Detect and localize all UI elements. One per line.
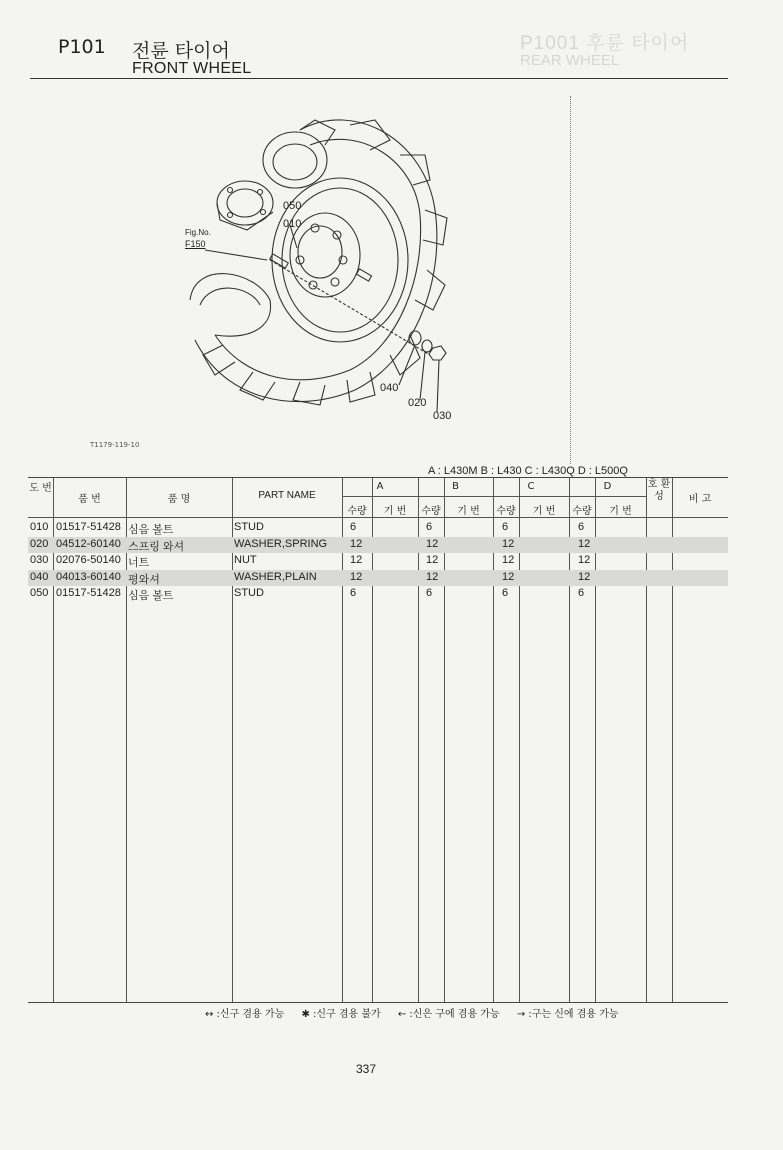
table-row (28, 520, 728, 536)
col-header-qty-c: 수량 (496, 506, 516, 517)
col-header-group-d: D (603, 481, 612, 492)
col-header-compat: 호 환 성 (647, 479, 671, 502)
cell-name-en: STUD (234, 521, 264, 533)
callout-040: 040 (380, 382, 399, 394)
cell-part-no: 04512-60140 (56, 537, 121, 550)
col-header-group-c: C (527, 481, 535, 492)
model-legend: A : L430M B : L430 C : L430Q D : L500Q (428, 465, 628, 477)
table-row (28, 586, 728, 602)
cell-b: 6 (426, 587, 433, 599)
footer-note-2: ✱ :신구 겸용 불가 (301, 1009, 381, 1020)
parts-table (28, 477, 728, 1003)
cell-d: 6 (578, 587, 585, 599)
header-rule (30, 78, 728, 79)
cell-a: 6 (350, 521, 357, 533)
table-row (28, 570, 728, 586)
cell-b: 12 (426, 570, 439, 583)
callout-020: 020 (408, 397, 427, 409)
page-number: 337 (356, 1062, 377, 1076)
cell-d: 12 (578, 554, 591, 566)
cell-name-kr: 너트 (128, 557, 150, 569)
col-header-remarks: 비 고 (688, 494, 712, 505)
col-header-qty-a: 수량 (347, 506, 367, 517)
cell-name-kr: 심음 볼트 (128, 590, 174, 602)
cell-c: 12 (502, 570, 515, 583)
footer-note-4: → :구는 신에 겸용 가능 (516, 1009, 619, 1020)
cell-b: 12 (426, 537, 439, 550)
table-row (28, 553, 728, 569)
col-header-group-b: B (452, 481, 459, 492)
footer-note-3: ← :신은 구에 겸용 가능 (397, 1009, 500, 1020)
cell-d: 12 (578, 570, 591, 583)
cell-b: 12 (426, 554, 439, 566)
figure-reference-code: T1179-119-10 (90, 441, 140, 449)
col-header-code-c: 기 번 (532, 506, 556, 517)
front-wheel-drawing (175, 100, 575, 440)
section-title-korean: 전륜 타이어 (132, 40, 230, 62)
cell-name-en: WASHER,PLAIN (234, 570, 317, 583)
callout-050: 050 (283, 200, 302, 212)
col-header-code-d: 기 번 (609, 506, 632, 517)
col-header-code-a: 기 번 (383, 506, 407, 517)
col-header-name-en: PART NAME (258, 490, 316, 501)
cell-a: 12 (350, 570, 363, 583)
col-header-qty-d: 수량 (572, 506, 592, 517)
footer-note-1: ↔ :신구 겸용 가능 (205, 1009, 285, 1020)
cell-no: 020 (30, 537, 49, 550)
cell-b: 6 (426, 521, 433, 533)
cell-c: 6 (502, 587, 509, 599)
compatibility-footer (205, 1005, 633, 1020)
cell-no: 040 (30, 570, 49, 583)
cell-no: 010 (30, 521, 49, 533)
cell-d: 6 (578, 521, 585, 533)
cell-c: 12 (502, 537, 515, 550)
cell-name-en: WASHER,SPRING (234, 537, 328, 550)
cell-a: 12 (350, 554, 363, 566)
cell-part-no: 04013-60140 (56, 570, 121, 583)
cell-c: 6 (502, 521, 509, 533)
cell-no: 050 (30, 587, 49, 599)
col-header-no: 도 번 (29, 483, 52, 494)
col-header-part-no: 품 번 (78, 494, 101, 505)
cell-a: 6 (350, 587, 357, 599)
cell-part-no: 01517-51428 (56, 521, 121, 533)
section-title-english: FRONT WHEEL (132, 60, 252, 77)
cell-part-no: 01517-51428 (56, 587, 121, 599)
bleed-through-title: P1001 후륜 타이어 (520, 33, 690, 54)
col-header-group-a: A (376, 481, 384, 492)
table-row (28, 537, 728, 553)
bleed-through-subtitle: REAR WHEEL (520, 52, 620, 69)
fig-no-value: F150 (185, 239, 206, 249)
cell-a: 12 (350, 537, 363, 550)
cell-name-en: NUT (234, 554, 257, 566)
cell-name-kr: 심음 볼트 (128, 524, 174, 536)
cell-name-kr: 평와셔 (128, 573, 160, 586)
cell-name-en: STUD (234, 587, 264, 599)
cell-no: 030 (30, 554, 49, 566)
callout-030: 030 (433, 410, 452, 422)
cell-d: 12 (578, 537, 591, 550)
callout-010: 010 (283, 218, 302, 230)
exploded-diagram (175, 100, 575, 440)
col-header-code-b: 기 번 (457, 506, 480, 517)
section-code: P101 (58, 36, 106, 58)
col-header-qty-b: 수량 (421, 506, 441, 517)
cell-name-kr: 스프링 와셔 (128, 540, 185, 553)
cell-part-no: 02076-50140 (56, 554, 121, 566)
col-header-name-kr: 품 명 (167, 494, 191, 505)
cell-c: 12 (502, 554, 515, 566)
fig-no-label: Fig.No. (185, 228, 211, 237)
